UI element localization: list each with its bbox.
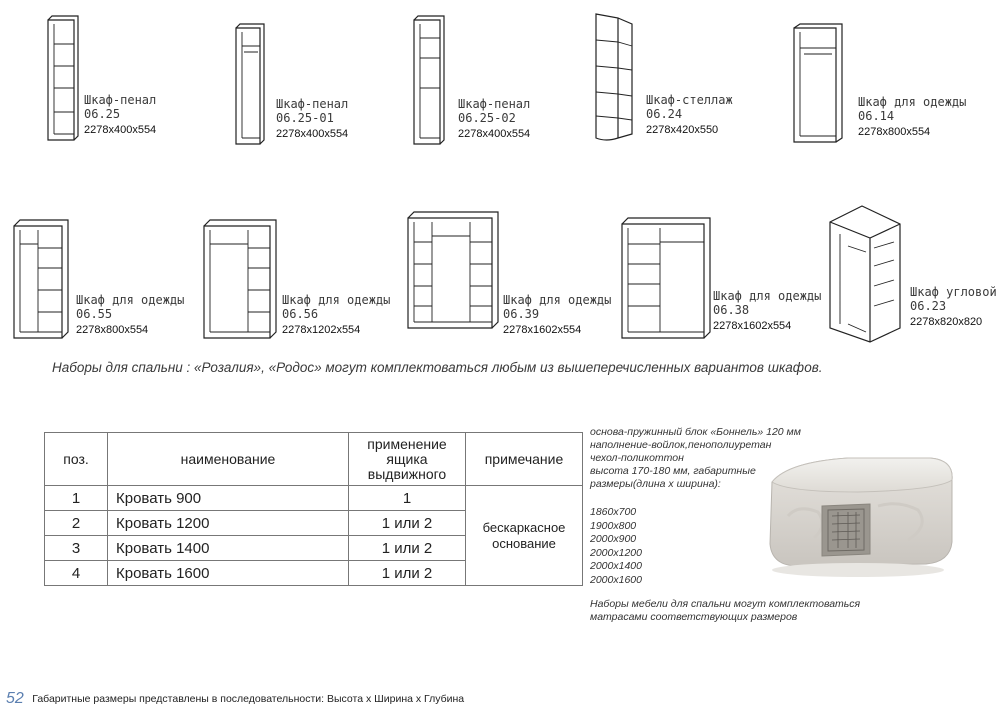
mattress-spec-line: высота 170-180 мм, габаритные: [590, 465, 756, 477]
mattress-size: 1860х700: [590, 506, 637, 518]
mattress-spec-line: размеры(длина х ширина):: [590, 478, 721, 490]
table-header-row: [45, 433, 583, 486]
header-drawer: применение ящика выдвижного: [349, 433, 466, 486]
cabinet-06-38-label: Шкаф для одежды 06.38 2278х1602х554: [713, 289, 822, 332]
row-pos: 1: [45, 486, 108, 511]
cabinet-06-25-02-drawing: [408, 14, 452, 148]
mattress-size: 2000х1200: [590, 546, 642, 559]
mattress-image: [758, 446, 958, 585]
cabinet-06-14-drawing: [790, 22, 850, 146]
row-pos: 4: [45, 561, 108, 586]
row-drawer: 1 или 2: [349, 511, 466, 536]
cabinet-06-23-drawing: [826, 204, 908, 344]
cabinet-06-14-label: Шкаф для одежды 06.14 2278х800х554: [858, 95, 967, 138]
cabinet-06-39-drawing: [404, 208, 500, 332]
row-name: Кровать 1600: [108, 561, 349, 586]
page-footer: [6, 690, 464, 708]
row-drawer: 1: [349, 486, 466, 511]
table-row: [45, 486, 583, 511]
cabinet-06-24-drawing: [592, 10, 636, 144]
cabinet-06-55-label: Шкаф для одежды 06.55 2278х800х554: [76, 293, 185, 336]
cabinet-06-56-label: Шкаф для одежды 06.56 2278х1202х554: [282, 293, 391, 336]
cabinet-06-23-label: Шкаф угловой 06.23 2278х820х820: [910, 285, 997, 328]
mattress-footer-line: матрасами соответствующих размеров: [590, 611, 798, 623]
mattress-spec-line: основа-пружинный блок «Боннель» 120 мм: [590, 426, 801, 438]
mattress-size: 1900х800: [590, 519, 637, 532]
cabinet-06-25-02-label: Шкаф-пенал 06.25-02 2278х400х554: [458, 97, 531, 140]
bedroom-sets-note: Наборы для спальни : «Розалия», «Родос» могут комплектоваться любым из вышеперечисленных вариантов шкафов.: [52, 360, 823, 375]
cabinet-06-25-label: Шкаф-пенал 06.25 2278х400х554: [84, 93, 157, 136]
mattress-size: 2000х1400: [590, 560, 642, 572]
header-pos: поз.: [45, 433, 108, 486]
mattress-spec-line: наполнение-войлок,пенополиуретан: [590, 439, 772, 451]
mattress-spec-line: чехол-поликоттон: [590, 452, 684, 464]
beds-table: [44, 432, 583, 586]
row-pos: 2: [45, 511, 108, 536]
cabinet-06-39-label: Шкаф для одежды 06.39 2278х1602х554: [503, 293, 612, 336]
row-drawer: 1 или 2: [349, 536, 466, 561]
mattress-footer-line: Наборы мебели для спальни могут комплектоваться: [590, 598, 861, 610]
row-name: Кровать 1200: [108, 511, 349, 536]
footer-text: Габаритные размеры представлены в последовательности: Высота х Ширина х Глубина: [32, 693, 465, 705]
row-name: Кровать 1400: [108, 536, 349, 561]
header-remark: примечание: [466, 433, 583, 486]
row-drawer: 1 или 2: [349, 561, 466, 586]
row-pos: 3: [45, 536, 108, 561]
cabinet-06-25-01-label: Шкаф-пенал 06.25-01 2278х400х554: [276, 97, 349, 140]
header-name: наименование: [108, 433, 349, 486]
cabinet-06-24-label: Шкаф-стеллаж 06.24 2278х420х550: [646, 93, 733, 136]
mattress-size: 2000х900: [590, 533, 637, 545]
cabinet-06-25-01-drawing: [230, 22, 270, 148]
cabinet-06-55-drawing: [10, 218, 74, 342]
cabinet-06-56-drawing: [200, 218, 280, 342]
cabinet-06-25-drawing: [40, 14, 80, 144]
row-remark: бескаркасное основание: [466, 486, 583, 586]
cabinet-06-38-drawing: [618, 214, 714, 342]
row-name: Кровать 900: [108, 486, 349, 511]
mattress-footer: [590, 598, 860, 624]
page-number: 52: [6, 690, 24, 707]
mattress-size: 2000х1600: [590, 573, 642, 586]
mattress-sizes: [590, 506, 642, 587]
